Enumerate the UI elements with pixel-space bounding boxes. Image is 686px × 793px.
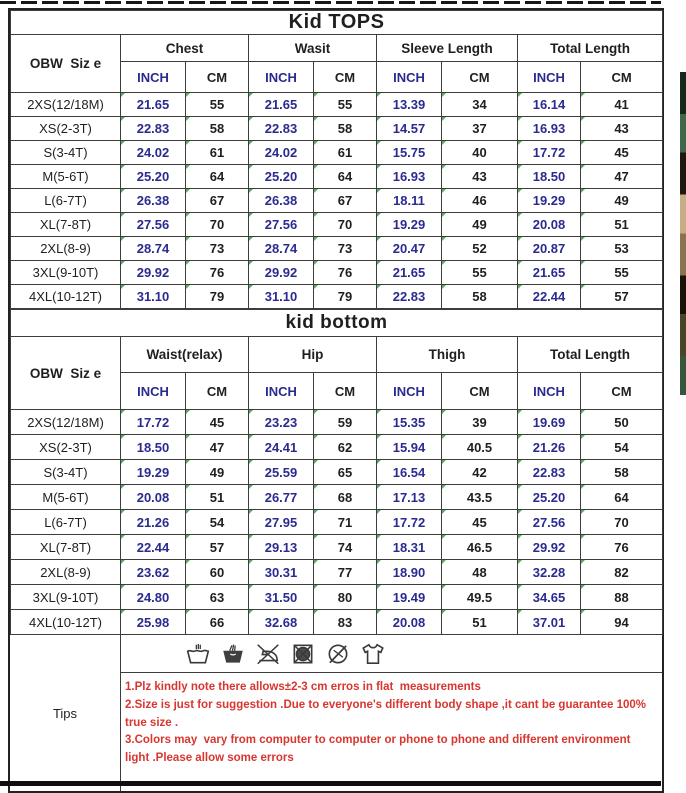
table-row (11, 117, 663, 141)
measure-cell: 22.83 (377, 285, 442, 309)
measure-cell: 21.26 (121, 510, 186, 535)
measure-cell: 13.39 (377, 93, 442, 117)
measure-cell: 51 (581, 213, 663, 237)
measure-cell: 58 (314, 117, 377, 141)
measure-cell: 22.44 (518, 285, 581, 309)
measure-cell: 21.65 (518, 261, 581, 285)
measure-cell: 46 (442, 189, 518, 213)
size-label-cell: 2XS(12/18M) (11, 93, 121, 117)
measure-cell: 32.68 (249, 610, 314, 635)
measure-cell: 31.10 (249, 285, 314, 309)
measure-cell: 42 (442, 460, 518, 485)
table-row (11, 141, 663, 165)
table-row (11, 485, 663, 510)
measure-cell: 49 (442, 213, 518, 237)
measure-cell: 74 (314, 535, 377, 560)
measure-cell: 30.31 (249, 560, 314, 585)
measure-cell: 23.23 (249, 410, 314, 435)
measure-cell: 48 (442, 560, 518, 585)
tip-line: 2.Size is just for suggestion .Due to everyone's different body shape ,it cant be guarantee 100% true size . (125, 698, 650, 729)
measure-cell: 20.08 (121, 485, 186, 510)
measure-cell: 41 (581, 93, 663, 117)
hand-wash-icon (185, 641, 211, 667)
size-label-cell: 4XL(10-12T) (11, 610, 121, 635)
size-column-header: OBW Siz e (11, 35, 121, 93)
kid-bottom-title-row (11, 310, 663, 337)
cm-unit-header: CM (186, 373, 249, 410)
size-label-cell: 4XL(10-12T) (11, 285, 121, 309)
measure-cell: 27.56 (518, 510, 581, 535)
table-row (11, 237, 663, 261)
measure-cell: 43 (581, 117, 663, 141)
measure-cell: 45 (442, 510, 518, 535)
measure-cell: 28.74 (249, 237, 314, 261)
size-label-cell: 2XL(8-9) (11, 560, 121, 585)
measure-cell: 22.83 (121, 117, 186, 141)
measure-cell: 46.5 (442, 535, 518, 560)
bottom-border-line (0, 781, 661, 786)
measure-cell: 94 (581, 610, 663, 635)
measure-cell: 40 (442, 141, 518, 165)
total-length-group-header: Total Length (518, 337, 663, 373)
size-label-cell: L(6-7T) (11, 189, 121, 213)
thigh-group-header: Thigh (377, 337, 518, 373)
measure-cell: 17.72 (121, 410, 186, 435)
measure-cell: 20.47 (377, 237, 442, 261)
measure-cell: 17.13 (377, 485, 442, 510)
measure-cell: 53 (581, 237, 663, 261)
measure-cell: 32.28 (518, 560, 581, 585)
size-label-cell: XS(2-3T) (11, 435, 121, 460)
measure-cell: 73 (186, 237, 249, 261)
size-label-cell: XS(2-3T) (11, 117, 121, 141)
measure-cell: 25.98 (121, 610, 186, 635)
cm-unit-header: CM (186, 62, 249, 93)
measure-cell: 43 (442, 165, 518, 189)
measure-cell: 19.29 (377, 213, 442, 237)
cm-unit-header: CM (581, 373, 663, 410)
measure-cell: 20.08 (518, 213, 581, 237)
measure-cell: 49.5 (442, 585, 518, 610)
table-row (11, 610, 663, 635)
size-label-cell: 3XL(9-10T) (11, 261, 121, 285)
tips-label: Tips (10, 635, 121, 791)
measure-cell: 22.44 (121, 535, 186, 560)
measure-cell: 31.10 (121, 285, 186, 309)
measure-cell: 16.54 (377, 460, 442, 485)
tips-text-block (121, 673, 662, 791)
size-label-cell: S(3-4T) (11, 141, 121, 165)
size-column-header: OBW Siz e (11, 337, 121, 410)
measure-cell: 19.49 (377, 585, 442, 610)
measure-cell: 34.65 (518, 585, 581, 610)
measure-cell: 24.41 (249, 435, 314, 460)
measure-cell: 21.65 (249, 93, 314, 117)
do-not-tumble-dry-icon (290, 641, 316, 667)
measure-cell: 76 (186, 261, 249, 285)
size-label-cell: 2XS(12/18M) (11, 410, 121, 435)
table-row (11, 510, 663, 535)
measure-cell: 18.50 (121, 435, 186, 460)
measure-cell: 67 (186, 189, 249, 213)
measure-cell: 58 (581, 460, 663, 485)
measure-cell: 20.87 (518, 237, 581, 261)
measure-cell: 43.5 (442, 485, 518, 510)
inch-unit-header: INCH (121, 62, 186, 93)
measure-cell: 15.35 (377, 410, 442, 435)
inch-unit-header: INCH (518, 373, 581, 410)
table-row (11, 560, 663, 585)
size-label-cell: M(5-6T) (11, 165, 121, 189)
measure-cell: 37.01 (518, 610, 581, 635)
measure-cell: 60 (186, 560, 249, 585)
kid-tops-title-row (11, 11, 663, 35)
measure-cell: 16.93 (518, 117, 581, 141)
measure-cell: 76 (581, 535, 663, 560)
measure-cell: 45 (186, 410, 249, 435)
measure-cell: 21.65 (121, 93, 186, 117)
measure-cell: 73 (314, 237, 377, 261)
measure-cell: 21.65 (377, 261, 442, 285)
measure-cell: 18.50 (518, 165, 581, 189)
measure-cell: 17.72 (377, 510, 442, 535)
measure-cell: 28.74 (121, 237, 186, 261)
table-row (11, 213, 663, 237)
table-row (11, 585, 663, 610)
kid-bottom-table (10, 309, 663, 635)
measure-cell: 57 (581, 285, 663, 309)
measure-cell: 68 (314, 485, 377, 510)
size-label-cell: XL(7-8T) (11, 535, 121, 560)
inch-unit-header: INCH (377, 373, 442, 410)
measure-cell: 39 (442, 410, 518, 435)
measure-cell: 77 (314, 560, 377, 585)
cm-unit-header: CM (581, 62, 663, 93)
measure-cell: 25.20 (249, 165, 314, 189)
measure-cell: 29.92 (121, 261, 186, 285)
measure-cell: 51 (186, 485, 249, 510)
measure-cell: 24.02 (249, 141, 314, 165)
tips-section (10, 635, 662, 791)
measure-cell: 15.75 (377, 141, 442, 165)
measure-cell: 25.20 (518, 485, 581, 510)
table-row (11, 535, 663, 560)
measure-cell: 20.08 (377, 610, 442, 635)
measure-cell: 14.57 (377, 117, 442, 141)
measure-cell: 70 (186, 213, 249, 237)
care-icons-row (121, 635, 662, 673)
measure-cell: 27.56 (249, 213, 314, 237)
measure-cell: 49 (581, 189, 663, 213)
measure-cell: 37 (442, 117, 518, 141)
tip-line: 1.Plz kindly note there allows±2-3 cm erros in flat measurements (125, 681, 481, 693)
table-row (11, 189, 663, 213)
measure-cell: 58 (442, 285, 518, 309)
kid-tops-title: Kid TOPS (11, 11, 663, 35)
measure-cell: 26.38 (249, 189, 314, 213)
measure-cell: 47 (581, 165, 663, 189)
measure-cell: 18.11 (377, 189, 442, 213)
measure-cell: 64 (186, 165, 249, 189)
measure-cell: 26.77 (249, 485, 314, 510)
measure-cell: 34 (442, 93, 518, 117)
measure-cell: 54 (581, 435, 663, 460)
table-row (11, 93, 663, 117)
top-dashed-border (0, 1, 661, 4)
measure-cell: 40.5 (442, 435, 518, 460)
measure-cell: 21.26 (518, 435, 581, 460)
measure-cell: 27.56 (121, 213, 186, 237)
measure-cell: 65 (314, 460, 377, 485)
inch-unit-header: INCH (121, 373, 186, 410)
measure-cell: 23.62 (121, 560, 186, 585)
measure-cell: 17.72 (518, 141, 581, 165)
inch-unit-header: INCH (377, 62, 442, 93)
kid-bottom-group-header-row (11, 337, 663, 373)
tip-line: 3.Colors may vary from computer to computer or phone to phone and different environment light .Please allow some errors (125, 734, 634, 765)
measure-cell: 47 (186, 435, 249, 460)
measure-cell: 79 (314, 285, 377, 309)
measure-cell: 70 (581, 510, 663, 535)
measure-cell: 50 (581, 410, 663, 435)
cm-unit-header: CM (314, 62, 377, 93)
measure-cell: 19.69 (518, 410, 581, 435)
t-shirt-icon (360, 641, 386, 667)
measure-cell: 24.80 (121, 585, 186, 610)
measure-cell: 15.94 (377, 435, 442, 460)
inch-unit-header: INCH (249, 373, 314, 410)
do-not-iron-icon (255, 641, 281, 667)
kid-tops-table (10, 10, 663, 309)
do-not-dry-clean-icon (325, 641, 351, 667)
inch-unit-header: INCH (518, 62, 581, 93)
measure-cell: 24.02 (121, 141, 186, 165)
table-row (11, 410, 663, 435)
measure-cell: 55 (442, 261, 518, 285)
measure-cell: 57 (186, 535, 249, 560)
measure-cell: 80 (314, 585, 377, 610)
chest-group-header: Chest (121, 35, 249, 62)
measure-cell: 82 (581, 560, 663, 585)
table-row (11, 460, 663, 485)
measure-cell: 64 (314, 165, 377, 189)
measure-cell: 27.95 (249, 510, 314, 535)
size-label-cell: 2XL(8-9) (11, 237, 121, 261)
measure-cell: 19.29 (518, 189, 581, 213)
sleeve-length-group-header: Sleeve Length (377, 35, 518, 62)
measure-cell: 61 (186, 141, 249, 165)
measure-cell: 25.20 (121, 165, 186, 189)
measure-cell: 22.83 (518, 460, 581, 485)
measure-cell: 58 (186, 117, 249, 141)
measure-cell: 79 (186, 285, 249, 309)
size-label-cell: 3XL(9-10T) (11, 585, 121, 610)
measure-cell: 62 (314, 435, 377, 460)
measure-cell: 18.31 (377, 535, 442, 560)
table-row (11, 435, 663, 460)
measure-cell: 63 (186, 585, 249, 610)
measure-cell: 67 (314, 189, 377, 213)
measure-cell: 18.90 (377, 560, 442, 585)
table-row (11, 261, 663, 285)
measure-cell: 71 (314, 510, 377, 535)
measure-cell: 88 (581, 585, 663, 610)
cm-unit-header: CM (442, 373, 518, 410)
product-photo-edge (680, 72, 686, 395)
size-label-cell: M(5-6T) (11, 485, 121, 510)
measure-cell: 76 (314, 261, 377, 285)
measure-cell: 55 (186, 93, 249, 117)
measure-cell: 83 (314, 610, 377, 635)
measure-cell: 51 (442, 610, 518, 635)
wash-tub-icon (220, 641, 246, 667)
cm-unit-header: CM (314, 373, 377, 410)
measure-cell: 19.29 (121, 460, 186, 485)
waist-group-header: Wasit (249, 35, 377, 62)
kid-tops-group-header-row (11, 35, 663, 62)
measure-cell: 31.50 (249, 585, 314, 610)
measure-cell: 52 (442, 237, 518, 261)
measure-cell: 59 (314, 410, 377, 435)
table-row (11, 285, 663, 309)
total-length-group-header: Total Length (518, 35, 663, 62)
measure-cell: 49 (186, 460, 249, 485)
measure-cell: 66 (186, 610, 249, 635)
cm-unit-header: CM (442, 62, 518, 93)
measure-cell: 16.14 (518, 93, 581, 117)
measure-cell: 29.13 (249, 535, 314, 560)
measure-cell: 29.92 (249, 261, 314, 285)
size-label-cell: L(6-7T) (11, 510, 121, 535)
size-label-cell: S(3-4T) (11, 460, 121, 485)
measure-cell: 25.59 (249, 460, 314, 485)
size-chart-sheet (8, 8, 664, 793)
measure-cell: 22.83 (249, 117, 314, 141)
measure-cell: 55 (314, 93, 377, 117)
measure-cell: 61 (314, 141, 377, 165)
kid-bottom-title: kid bottom (11, 310, 663, 337)
measure-cell: 55 (581, 261, 663, 285)
size-label-cell: XL(7-8T) (11, 213, 121, 237)
measure-cell: 64 (581, 485, 663, 510)
measure-cell: 54 (186, 510, 249, 535)
measure-cell: 26.38 (121, 189, 186, 213)
inch-unit-header: INCH (249, 62, 314, 93)
hip-group-header: Hip (249, 337, 377, 373)
measure-cell: 16.93 (377, 165, 442, 189)
table-row (11, 165, 663, 189)
waist-relax-group-header: Waist(relax) (121, 337, 249, 373)
measure-cell: 45 (581, 141, 663, 165)
measure-cell: 70 (314, 213, 377, 237)
measure-cell: 29.92 (518, 535, 581, 560)
